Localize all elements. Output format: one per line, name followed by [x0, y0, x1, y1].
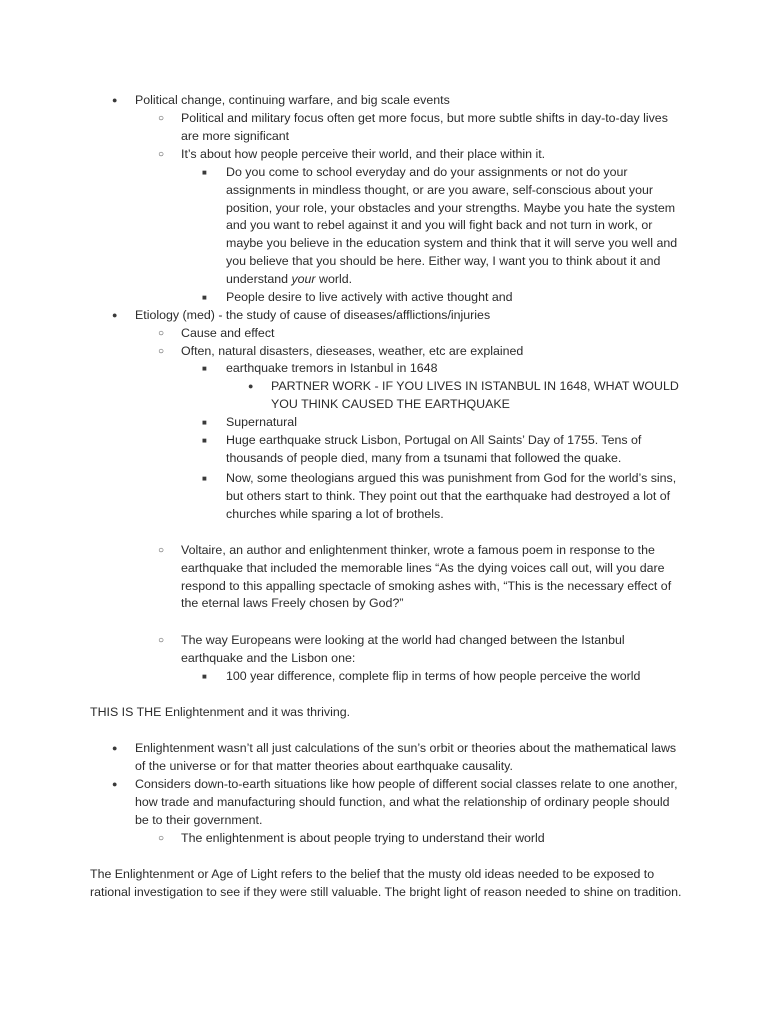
sub-bullet-political-focus: ○ Political and military focus often get more focus, but more subtle shifts in day-to-day lives are more significant	[181, 110, 676, 146]
sub-sub-bullet-school-question	[226, 164, 681, 289]
sub-bullet-understand-world: ○ The enlightenment is about people trying to understand their world	[181, 830, 676, 848]
bullet-etiology: ● Etiology (med) - the study of cause of diseases/afflictions/injuries	[135, 307, 680, 325]
sub-sub-bullet-supernatural: ■ Supernatural	[226, 414, 681, 432]
bullet-political-change: ● Political change, continuing warfare, and big scale events	[135, 92, 680, 110]
sub-sub-bullet-active-thought: ■ People desire to live actively with active thought and	[226, 289, 681, 307]
sub-bullet-europeans: ○ The way Europeans were looking at the world had changed between the Istanbul earthquake and the Lisbon one:	[181, 632, 676, 668]
sub-bullet-perceive-world: ○ It’s about how people perceive their world, and their place within it.	[181, 146, 676, 164]
sub-sub-bullet-theologians: ■ Now, some theologians argued this was punishment from God for the world’s sins, but others start to think. They point out that the earthquake had destroyed a lot of churches while sparing a lot of brothels.	[226, 470, 681, 523]
school-question-text: Do you come to school everyday and do your assignments or not do your assignments in mindless thought, or are you aware, self-conscious about your position, your role, your obstacles and your strengths. Maybe you hate the system and you want to rebel against it and you will fight back and not turn in work, or maybe you believe in the education system and think that it will serve you well and you believe that you should be here. Either way, I want you to think about it and understand	[226, 165, 678, 286]
sub-bullet-cause-effect: ○ Cause and effect	[181, 325, 676, 343]
bullet-down-to-earth: ● Considers down-to-earth situations like how people of different social classes relate to one another, how trade and manufacturing should function, and what the relationship of ordinary people should be to their government.	[135, 776, 680, 829]
sub-sub-bullet-100-year: ■ 100 year difference, complete flip in terms of how people perceive the world	[226, 668, 681, 686]
bullet-enlightenment-calculations: ● Enlightenment wasn’t all just calculations of the sun’s orbit or theories about the mathematical laws of the universe or for that matter theories about earthquake causality.	[135, 740, 680, 776]
school-question-end: world.	[315, 271, 353, 286]
partner-work-bullet: ● PARTNER WORK - IF YOU LIVES IN ISTANBUL IN 1648, WHAT WOULD YOU THINK CAUSED THE EARTHQUAKE	[271, 378, 681, 414]
school-question-emphasis: your	[291, 271, 316, 286]
age-of-light-paragraph: The Enlightenment or Age of Light refers to the belief that the musty old ideas needed to be exposed to rational investigation to see if they were still valuable. The bright light of reason needed to shine on tradition.	[90, 867, 682, 899]
sub-bullet-voltaire: ○ Voltaire, an author and enlightenment thinker, wrote a famous poem in response to the earthquake that included the memorable lines “As the dying voices call out, will you dare respond to this appalling spectacle of smoking ashes with, “This is the necessary effect of the eternal laws Freely chosen by God?”	[181, 542, 676, 613]
sub-sub-bullet-lisbon: ■ Huge earthquake struck Lisbon, Portugal on All Saints’ Day of 1755. Tens of thousands of people died, many from a tsunami that followed the quake.	[226, 432, 681, 468]
sub-sub-bullet-istanbul: ■ earthquake tremors in Istanbul in 1648	[226, 360, 681, 378]
sub-bullet-natural-disasters: ○ Often, natural disasters, dieseases, weather, etc are explained	[181, 343, 676, 361]
enlightenment-heading-paragraph: THIS IS THE Enlightenment and it was thriving.	[90, 705, 351, 719]
